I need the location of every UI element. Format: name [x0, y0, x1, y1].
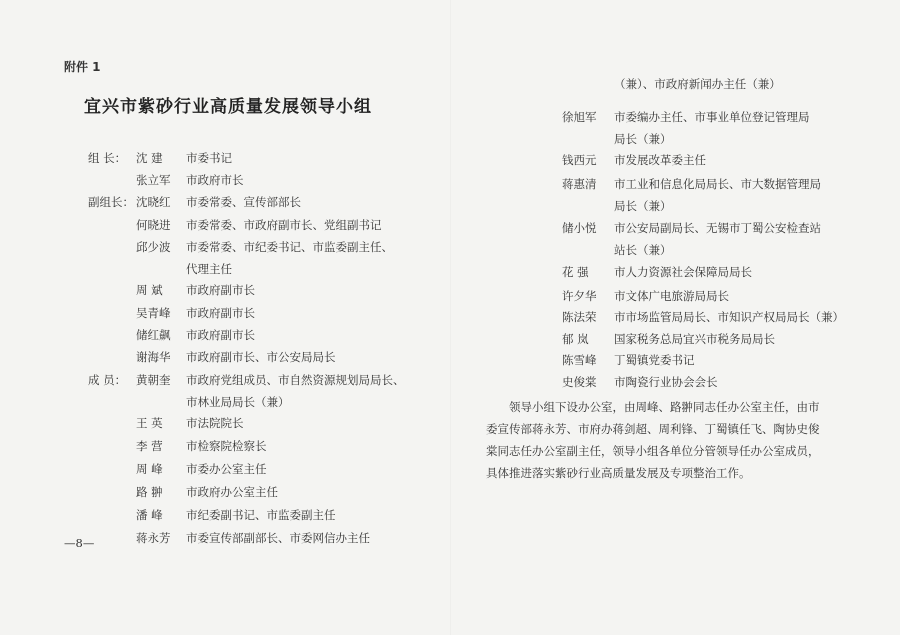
member-role-label: 组 长： — [88, 151, 127, 165]
member-position: 站长（兼） — [614, 243, 672, 257]
member-position: 市委宣传部副部长、市委网信办主任 — [186, 531, 370, 545]
member-role-label: 成 员： — [88, 373, 127, 387]
member-position: 市法院院长 — [186, 416, 244, 430]
member-name: 储小悦 — [562, 221, 597, 235]
member-name: 蒋永芳 — [136, 531, 171, 545]
member-position: 局长（兼） — [614, 132, 672, 146]
member-position: 市林业局局长（兼） — [186, 395, 290, 409]
member-position: 市政府办公室主任 — [186, 485, 278, 499]
attachment-label: 附件 1 — [64, 60, 101, 74]
member-position: 市发展改革委主任 — [614, 153, 706, 167]
member-name: 何晓进 — [136, 218, 171, 232]
member-name: 沈 建 — [136, 151, 163, 165]
member-name: 路 翀 — [136, 485, 163, 499]
member-position: 市政府副市长、市公安局局长 — [186, 350, 336, 364]
member-name: 张立军 — [136, 173, 171, 187]
member-name: 陈雪峰 — [562, 353, 597, 367]
member-position: 市政府市长 — [186, 173, 244, 187]
member-position: 市委编办主任、市事业单位登记管理局 — [614, 110, 810, 124]
member-name: 徐旭军 — [562, 110, 597, 124]
member-name: 谢海华 — [136, 350, 171, 364]
member-name: 钱西元 — [562, 153, 597, 167]
member-name: 吴青峰 — [136, 306, 171, 320]
member-name: 储红飙 — [136, 328, 171, 342]
member-position: 市文体广电旅游局局长 — [614, 289, 729, 303]
member-position: 代理主任 — [186, 262, 232, 276]
page-title: 宜兴市紫砂行业高质量发展领导小组 — [84, 97, 372, 117]
right-continuation-line: （兼）、市政府新闻办主任（兼） — [614, 77, 781, 91]
member-name: 潘 峰 — [136, 508, 163, 522]
member-position: 市市场监管局局长、市知识产权局局长（兼） — [614, 310, 844, 324]
member-position: 市委办公室主任 — [186, 462, 267, 476]
member-position: 市政府党组成员、市自然资源规划局局长、 — [186, 373, 405, 387]
page-fold — [450, 0, 451, 635]
member-position: 市人力资源社会保障局局长 — [614, 265, 752, 279]
member-name: 王 英 — [136, 416, 163, 430]
member-name: 沈晓红 — [136, 195, 171, 209]
member-position: 市纪委副书记、市监委副主任 — [186, 508, 336, 522]
member-position: 市公安局副局长、无锡市丁蜀公安检查站 — [614, 221, 821, 235]
member-position: 局长（兼） — [614, 199, 672, 213]
member-name: 史俊棠 — [562, 375, 597, 389]
member-position: 市工业和信息化局局长、市大数据管理局 — [614, 177, 821, 191]
member-name: 许夕华 — [562, 289, 597, 303]
member-position: 市陶瓷行业协会会长 — [614, 375, 718, 389]
member-position: 市委常委、市政府副市长、党组副书记 — [186, 218, 382, 232]
member-name: 花 强 — [562, 265, 589, 279]
member-name: 黄朝奎 — [136, 373, 171, 387]
member-position: 市检察院检察长 — [186, 439, 267, 453]
page-number: —8— — [64, 536, 95, 550]
member-name: 陈法荣 — [562, 310, 597, 324]
member-name: 蒋惠清 — [562, 177, 597, 191]
member-position: 国家税务总局宜兴市税务局局长 — [614, 332, 775, 346]
member-name: 邱少波 — [136, 240, 171, 254]
member-name: 郁 岚 — [562, 332, 589, 346]
member-name: 周 峰 — [136, 462, 163, 476]
member-position: 市委书记 — [186, 151, 232, 165]
member-name: 周 斌 — [136, 283, 163, 297]
member-name: 李 营 — [136, 439, 163, 453]
member-position: 丁蜀镇党委书记 — [614, 353, 695, 367]
member-position: 市政府副市长 — [186, 283, 255, 297]
member-role-label: 副组长： — [88, 195, 134, 209]
member-position: 市委常委、市纪委书记、市监委副主任、 — [186, 240, 393, 254]
closing-paragraph: 领导小组下设办公室，由周峰、路翀同志任办公室主任，由市委宣传部蒋永芳、市府办蒋剑超、周利锋、丁蜀镇任飞、陶协史俊棠同志任办公室副主任，领导小组各单位分管领导任办公室成员，具体推进落实紫砂行业高质量发展及专项整治工作。 — [486, 400, 820, 480]
member-position: 市政府副市长 — [186, 306, 255, 320]
member-position: 市政府副市长 — [186, 328, 255, 342]
member-position: 市委常委、宣传部部长 — [186, 195, 301, 209]
